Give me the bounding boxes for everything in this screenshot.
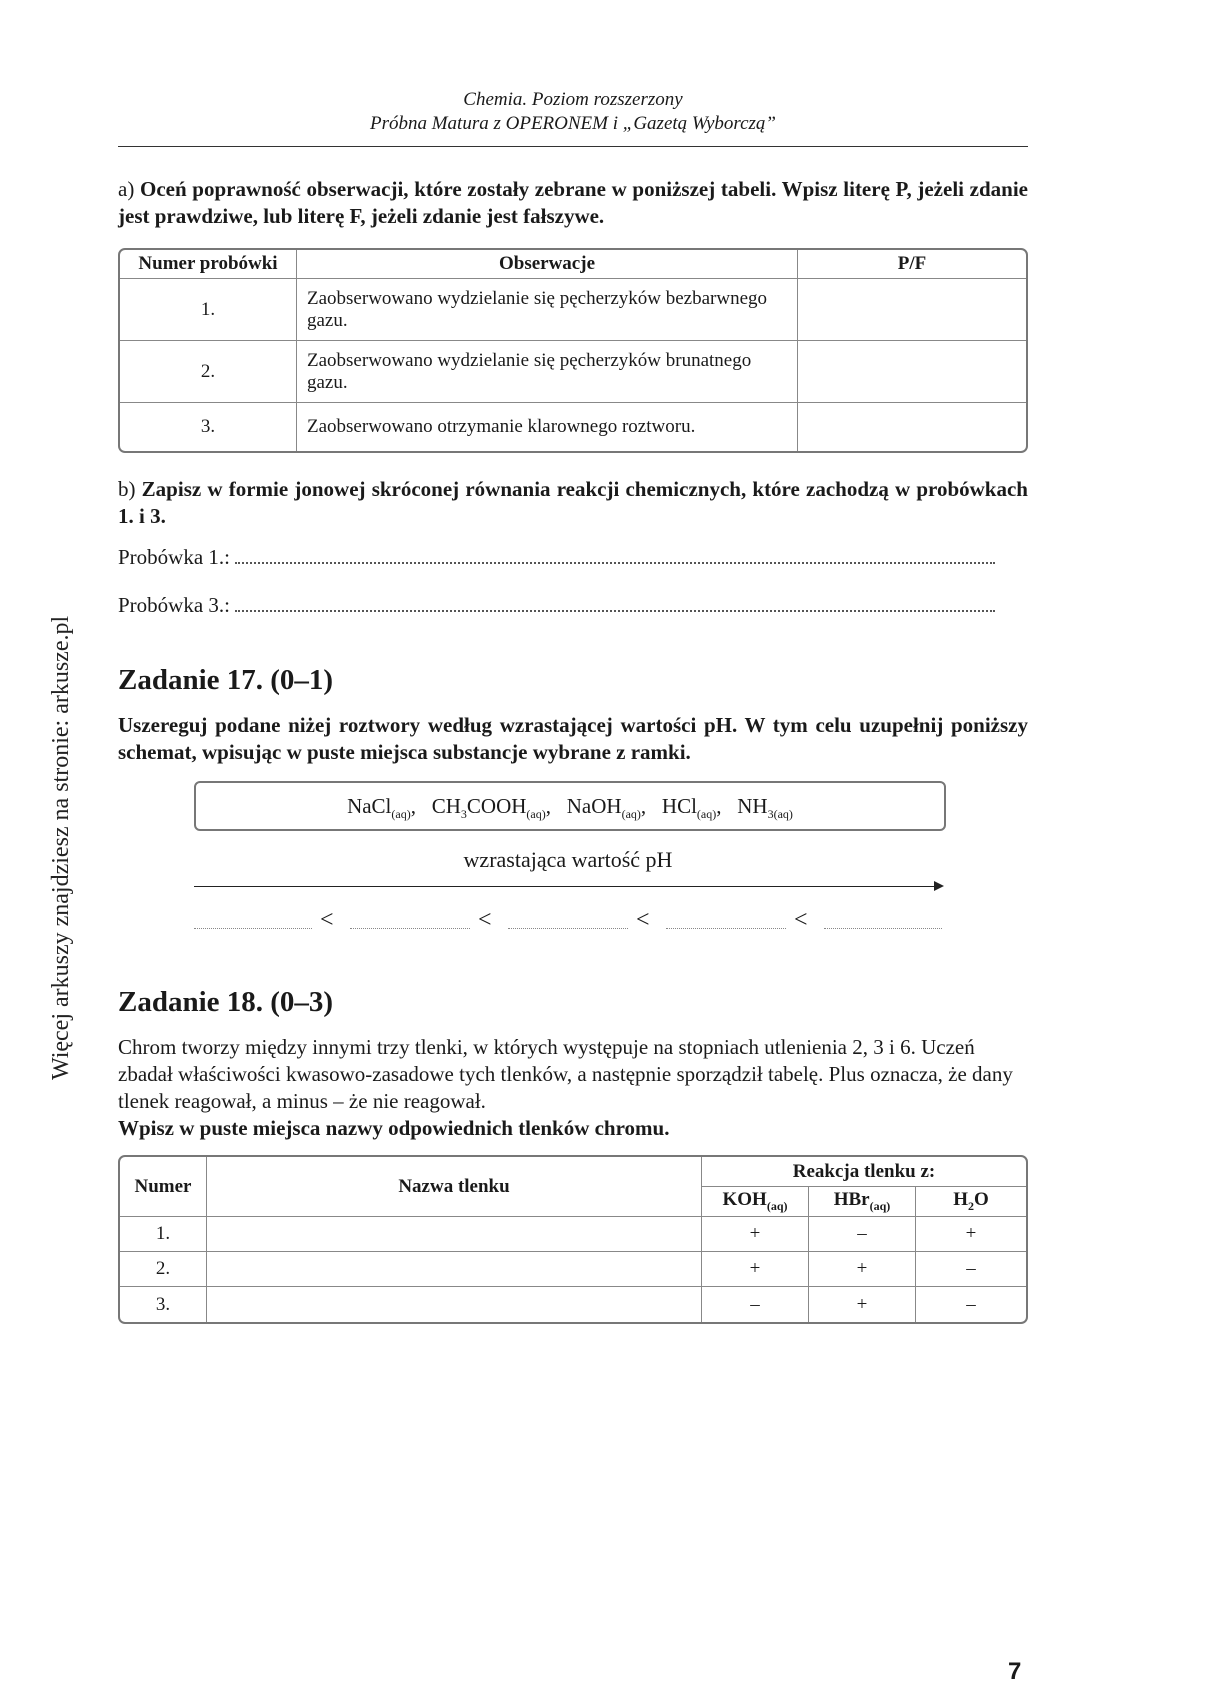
col-header-nazwa: Nazwa tlenku xyxy=(207,1157,702,1217)
reagent-hbr: HBr$_{(aq)}$ xyxy=(809,1187,916,1217)
h2o-result: – xyxy=(916,1252,1026,1287)
substance-item: $CH_3COOH_{(aq)}$, xyxy=(431,794,551,822)
row-observation: Zaobserwowano wydzielanie się pęcherzyków brunatnego gazu. xyxy=(297,341,798,403)
pf-answer-cell[interactable] xyxy=(798,341,1026,403)
less-than-sign: < xyxy=(636,907,650,933)
koh-result: + xyxy=(702,1252,809,1287)
page-number: 7 xyxy=(1008,1658,1022,1685)
oxide-name-cell[interactable] xyxy=(207,1252,702,1287)
ph-blank-3[interactable] xyxy=(508,928,628,929)
zadanie-18-text: Chrom tworzy między innymi trzy tlenki, w których występuje na stopniach utlenienia 2, 3 i 6. Uczeń zbadał właściwości kwasowo-zasadowe tych tlenków, a następnie sporządził tabelę. Plus oznacza, że dany tlenek reagował, a minus – że nie reagował. xyxy=(118,1035,1013,1113)
answer-label-3: Probówka 3.: xyxy=(118,593,230,617)
task-a-prefix: a) xyxy=(118,177,135,201)
less-than-sign: < xyxy=(794,907,808,933)
ph-blank-4[interactable] xyxy=(666,928,786,929)
ph-blank-2[interactable] xyxy=(350,928,470,929)
pf-answer-cell[interactable] xyxy=(798,403,1026,451)
substance-item: HCl$_{(aq)}$, xyxy=(661,794,722,822)
less-than-sign: < xyxy=(320,907,334,933)
hbr-result: – xyxy=(809,1217,916,1252)
task-b-prefix: b) xyxy=(118,477,136,501)
row-number: 3. xyxy=(120,403,297,451)
ph-blank-5[interactable] xyxy=(824,928,942,929)
less-than-sign: < xyxy=(478,907,492,933)
oxide-name-cell[interactable] xyxy=(207,1217,702,1252)
task-a-instruction xyxy=(118,176,1028,230)
ph-arrow-line xyxy=(194,886,936,887)
table-row xyxy=(120,1252,1026,1287)
header-subject: Chemia. Poziom rozszerzony xyxy=(463,89,683,110)
table-row xyxy=(120,1217,1026,1252)
dotted-answer-field[interactable] xyxy=(235,606,995,612)
dotted-answer-field[interactable] xyxy=(235,558,995,564)
table-row xyxy=(120,341,1026,403)
koh-result: – xyxy=(702,1287,809,1322)
task-b-text: Zapisz w formie jonowej skróconej równania reakcji chemicznych, które zachodzą w probówkach 1. i 3. xyxy=(118,477,1028,528)
table-row xyxy=(120,279,1026,341)
task-a-text: Oceń poprawność obserwacji, które zostały zebrane w poniższej tabeli. Wpisz literę P, jeżeli zdanie jest prawdziwe, lub literę F, jeżeli zdanie jest fałszywe. xyxy=(118,177,1028,228)
row-number: 2. xyxy=(120,1252,207,1287)
answer-line-probowka-1[interactable] xyxy=(118,545,1028,570)
col-header-numer: Numer probówki xyxy=(120,250,297,279)
zadanie-17-instruction: Uszereguj podane niżej roztwory według wzrastającej wartości pH. W tym celu uzupełnij poniższy schemat, wpisując w puste miejsca substancje wybrane z ramki. xyxy=(118,713,1028,764)
sidebar-watermark: Więcej arkuszy znajdziesz na stronie: arkusze.pl xyxy=(48,615,74,1080)
chromium-oxides-table xyxy=(118,1155,1028,1324)
koh-result: + xyxy=(702,1217,809,1252)
col-header-reakcja: Reakcja tlenku z: xyxy=(702,1157,1026,1187)
row-observation: Zaobserwowano otrzymanie klarownego roztworu. xyxy=(297,403,798,451)
table-row xyxy=(120,403,1026,451)
arrow-right-icon xyxy=(934,881,944,891)
reagent-h2o: $H_2O$ xyxy=(916,1187,1026,1217)
ph-blank-1[interactable] xyxy=(194,928,312,929)
oxide-name-cell[interactable] xyxy=(207,1287,702,1322)
answer-line-probowka-3[interactable] xyxy=(118,593,1028,618)
table-row xyxy=(120,1287,1026,1322)
h2o-result: – xyxy=(966,1293,976,1315)
hbr-result: + xyxy=(809,1252,916,1287)
col-header-obserwacje: Obserwacje xyxy=(297,250,798,279)
col-header-pf: P/F xyxy=(798,250,1026,279)
reagent-koh: $KOH_{(aq)}$ xyxy=(702,1187,809,1217)
substance-item: $NH_{3(aq)}$ xyxy=(737,794,793,822)
answer-label-1: Probówka 1.: xyxy=(118,545,230,569)
header-exam: Próbna Matura z OPERONEM i „Gazetą Wyborczą” xyxy=(369,113,777,134)
substance-item: NaCl$_{(aq)}$, xyxy=(347,794,416,822)
observations-table xyxy=(118,248,1028,453)
h2o-result: + xyxy=(916,1217,1026,1252)
substances-frame xyxy=(194,781,946,831)
zadanie-18-instruction: Wpisz w puste miejsca nazwy odpowiednich tlenków chromu. xyxy=(118,1116,670,1140)
col-header-numer: Numer xyxy=(120,1157,207,1217)
pf-answer-cell[interactable] xyxy=(798,279,1026,341)
substance-item: NaOH$_{(aq)}$, xyxy=(566,794,647,822)
header-rule xyxy=(118,146,1028,147)
row-number: 1. xyxy=(120,279,297,341)
zadanie-18-title: Zadanie 18. (0–3) xyxy=(118,986,334,1018)
hbr-result: + xyxy=(809,1287,916,1322)
ph-arrow-label: wzrastająca wartość pH xyxy=(463,847,673,872)
row-observation: Zaobserwowano wydzielanie się pęcherzyków bezbarwnego gazu. xyxy=(297,279,798,341)
zadanie-17-title: Zadanie 17. (0–1) xyxy=(118,664,334,696)
row-number: 3. xyxy=(120,1287,207,1322)
row-number: 1. xyxy=(120,1217,207,1252)
row-number: 2. xyxy=(120,341,297,403)
task-b-instruction xyxy=(118,476,1028,530)
